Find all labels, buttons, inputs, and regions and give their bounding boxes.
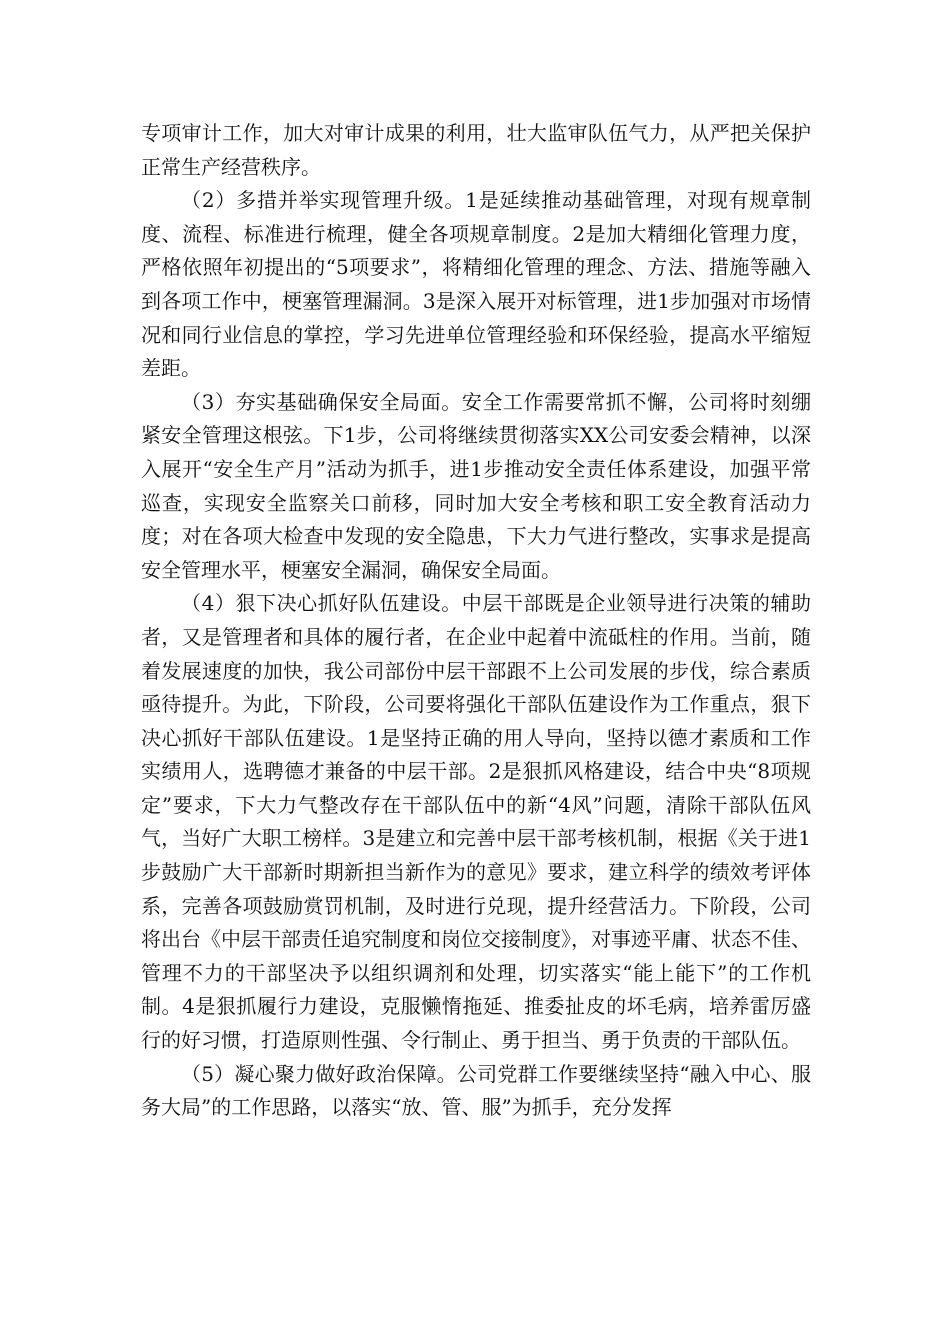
paragraph-political-support: （5）凝心聚力做好政治保障。公司党群工作要继续坚持“融入中心、服务大局”的工作思路，以落实“放、管、服”为抓手，充分发挥 <box>141 1061 811 1120</box>
paragraph-continuation: 专项审计工作，加大对审计成果的利用，壮大监审队伍气力，从严把关保护正常生产经营秩序。 <box>141 121 811 179</box>
paragraph-team-building: （4）狠下决心抓好队伍建设。中层干部既是企业领导进行决策的辅助者，又是管理者和具体的履行者，在企业中起着中流砥柱的作用。当前，随着发展速度的加快，我公司部份中层干部跟不上公司发展的步伐，综合素质亟待提升。为此，下阶段，公司要将强化干部队伍建设作为工作重点，狠下决心抓好干部队伍建设。1是坚持正确的用人导向，坚持以德才素质和工作实绩用人，选聘德才兼备的中层干部。2是狠抓风格建设，结合中央“8项规定”要求，下大力气整改存在干部队伍中的新“4风”问题，清除干部队伍风气，当好广大职工榜样。3是建立和完善中层干部考核机制，根据《关于进1步鼓励广大干部新时期新担当新作为的意见》要求，建立科学的绩效考评体系，完善各项鼓励赏罚机制，及时进行兑现，提升经营活力。下阶段，公司将出台《中层干部责任追究制度和岗位交接制度》，对事迹平庸、状态不佳、管理不力的干部坚决予以组织调剂和处理，切实落实“能上能下”的工作机制。4是狠抓履行力建设，克服懒惰拖延、推委扯皮的坏毛病，培养雷厉盛行的好习惯，打造原则性强、令行制止、勇于担当、勇于负责的干部队伍。 <box>141 591 811 1053</box>
document-body <box>141 117 811 1125</box>
paragraph-management-upgrade: （2）多措并举实现管理升级。1是延续推动基础管理，对现有规章制度、流程、标准进行梳理，健全各项规章制度。2是加大精细化管理力度，严格依照年初提出的“5项要求”，将精细化管理的理念、方法、措施等融入到各项工作中，梗塞管理漏洞。3是深入展开对标管理，进1步加强对市场情况和同行业信息的掌控，学习先进单位管理经验和环保经验，提高水平缩短差距。 <box>141 188 811 381</box>
paragraph-safety: （3）夯实基础确保安全局面。安全工作需要常抓不懈，公司将时刻绷紧安全管理这根弦。下1步，公司将继续贯彻落实XX公司安委会精神，以深入展开“安全生产月”活动为抓手，进1步推动安全责任体系建设，加强平常巡查，实现安全监察关口前移，同时加大安全考核和职工安全教育活动力度；对在各项大检查中发现的安全隐患，下大力气进行整改，实事求是提高安全管理水平，梗塞安全漏洞，确保安全局面。 <box>141 389 811 582</box>
